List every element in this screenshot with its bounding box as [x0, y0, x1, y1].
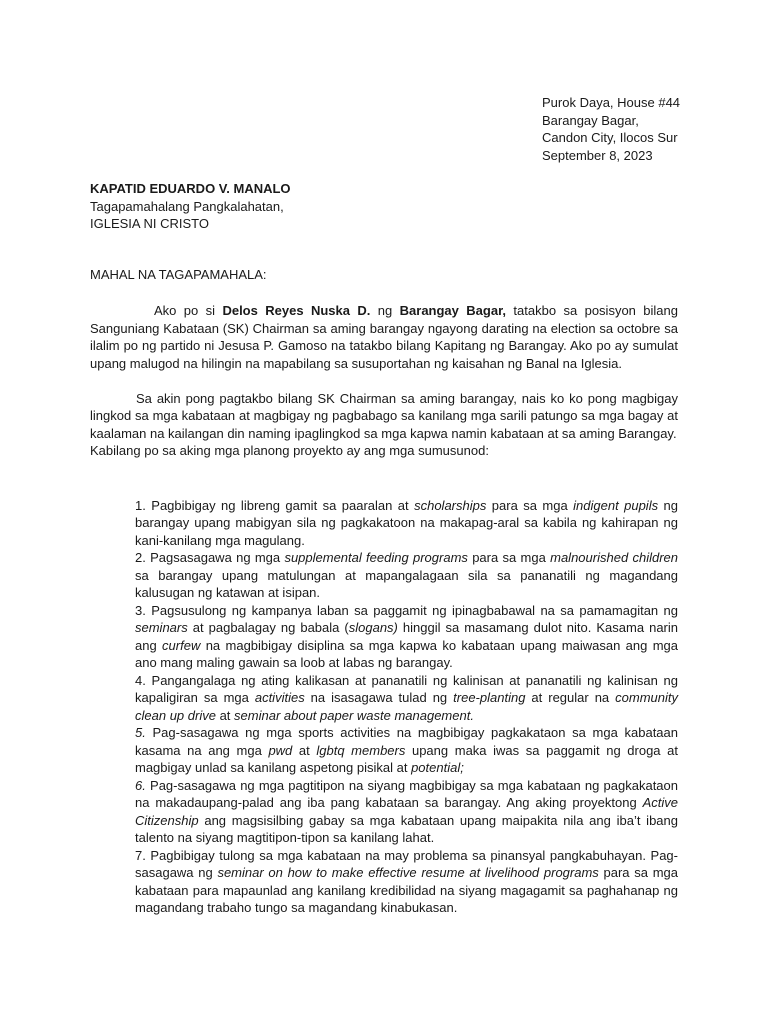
paragraph-text: ng — [370, 303, 400, 318]
address-line-city: Candon City, Ilocos Sur — [542, 130, 678, 145]
project-emphasis: curfew — [162, 637, 201, 653]
paragraph-introduction — [90, 302, 678, 372]
projects-list — [90, 497, 678, 917]
address-line-street: Purok Daya, House #44 — [542, 95, 681, 110]
recipient-title: Tagapamahalang Pangkalahatan, — [90, 198, 284, 214]
project-number: 6. — [135, 777, 146, 793]
project-item-2 — [135, 549, 678, 602]
candidate-name: Delos Reyes Nuska D. — [222, 303, 371, 318]
recipient-block — [90, 180, 690, 233]
project-item-3 — [135, 602, 678, 672]
project-emphasis: seminar about paper waste management. — [234, 707, 474, 723]
address-line-barangay: Barangay Bagar, — [542, 112, 639, 128]
paragraph-text: tatakbo sa posisyon bilang Sanguniang Kabataan (SK) Chairman sa aming barangay ngayong darating na election sa octobre sa ilalim po ng partido ni Jesusa P. Gamoso na tatakbo bilang Kapitang ng Barangay. Ako po ay sumulat upang malugod na hilingin na mapabilang sa susuportahan ng kaisahan ng Banal na Iglesia. — [90, 303, 678, 371]
project-text: para sa mga kabataan para mapaunlad ang kanilang kredibilidad na siyang magagamit sa paghahanap ng magandang trabaho tungo sa magandang kinabukasan. — [135, 865, 678, 915]
project-emphasis: seminar on how to make effective resume at livelihood programs — [217, 865, 599, 880]
project-text: at pagbalagay ng babala ( — [187, 620, 349, 635]
project-emphasis: pwd — [268, 742, 293, 758]
project-item-1 — [135, 497, 678, 550]
recipient-name: KAPATID EDUARDO V. MANALO — [90, 181, 291, 196]
project-emphasis: activities — [254, 690, 305, 705]
projects-intro: Kabilang po sa aking mga planong proyekto ay ang mga sumusunod: — [90, 443, 489, 458]
paragraph-text: Ako po si — [154, 303, 223, 318]
project-text: Pag-sasagawa ng mga pagtitipon na siyang magbibigay sa mga kabataan ng pagkakataon na makadaupang-palad ang iba pang kabataan sa barangay. Ang aking proyektong — [135, 777, 678, 810]
project-emphasis: scholarships — [414, 497, 487, 513]
project-text: at regular na — [525, 690, 616, 705]
project-text: sa barangay upang matulungan at mapangalagaan sila sa pananatili ng magandang kalusugan ng katawan at isipan. — [135, 567, 678, 600]
project-text: at — [292, 742, 317, 758]
project-text: na isasagawa tulad ng — [304, 690, 454, 705]
project-emphasis: indigent pupils — [573, 497, 659, 513]
project-item-5 — [135, 724, 678, 777]
project-text: para sa mga — [486, 497, 574, 513]
project-text: ng barangay upang mabigyan sila ng pagkakatoon na makapag-aral sa kabila ng kahirapan ng kani-kanilang mga magulang. — [135, 497, 678, 548]
project-text: ang magsisilbing gabay sa mga kabataan upang maipakita nila ang iba’t ibang talento na siyang magtitipon-tipon sa kanilang lahat. — [135, 812, 678, 845]
project-item-6 — [135, 777, 678, 847]
recipient-organization: IGLESIA NI CRISTO — [90, 216, 209, 231]
paragraph-purpose: Sa akin pong pagtakbo bilang SK Chairman sa aming barangay, nais ko ko pong magbigay lingkod sa mga kabataan at magbigay ng pagbabago sa kanilang mga sarili patungo sa mga bagay at kaalaman na kailangan din naming ipaglingkod sa mga kapwa namin kabataan at sa aming Barangay. — [90, 390, 678, 441]
project-emphasis: Active Citizenship — [135, 795, 678, 828]
letter-date: September 8, 2023 — [542, 147, 653, 163]
project-emphasis: lgbtq members — [316, 742, 406, 758]
project-item-4 — [135, 672, 678, 725]
project-text: na magbibigay disiplina sa mga kapwa ko kabataan upang maiwasan ang mga ano mang maling gawain sa loob at labas ng barangay. — [135, 637, 678, 670]
project-text: para sa mga — [467, 550, 551, 565]
project-text: 4. Pangangalaga ng ating kalikasan at pananatili ng kalinisan at pananatili ng kalinisan ng kapaligiran sa mga — [135, 672, 678, 705]
project-text: 1. Pagbibigay ng libreng gamit sa paaralan at — [135, 497, 415, 513]
project-text: Pag-sasagawa ng mga sports activities na magbibigay pagkakataon sa mga kabataan kasama na ang mga — [135, 725, 678, 758]
project-emphasis: potential; — [411, 760, 464, 775]
project-item-7 — [135, 847, 678, 917]
project-emphasis: malnourished children — [550, 550, 678, 565]
project-emphasis: supplemental feeding programs — [284, 550, 468, 565]
project-text: hinggil sa masamang dulot nito. Kasama narin ang — [135, 620, 678, 653]
project-text: 3. Pagsusulong ng kampanya laban sa paggamit ng ipinagbabawal na sa pamamagitan ng — [135, 602, 678, 618]
salutation: MAHAL NA TAGAPAMAHALA: — [90, 267, 267, 282]
project-text: 7. Pagbibigay tulong sa mga kabataan na may problema sa pinansyal pangkabuhayan. Pag-sasagawa ng — [135, 847, 678, 880]
project-emphasis: community clean up drive — [135, 690, 678, 723]
sender-address — [542, 94, 752, 164]
project-text: at — [215, 707, 235, 723]
barangay-name: Barangay Bagar, — [399, 303, 507, 318]
project-number: 5. — [135, 725, 146, 740]
project-emphasis: seminars — [135, 620, 188, 635]
project-emphasis: slogans) — [348, 620, 398, 635]
letter-body — [90, 302, 678, 917]
project-emphasis: tree-planting — [453, 690, 526, 705]
project-text: upang maka iwas sa paggamit ng droga at magbigay unlad sa kanilang aspetong pisikal at — [135, 742, 678, 775]
project-text: 2. Pagsasagawa ng mga — [135, 550, 285, 565]
